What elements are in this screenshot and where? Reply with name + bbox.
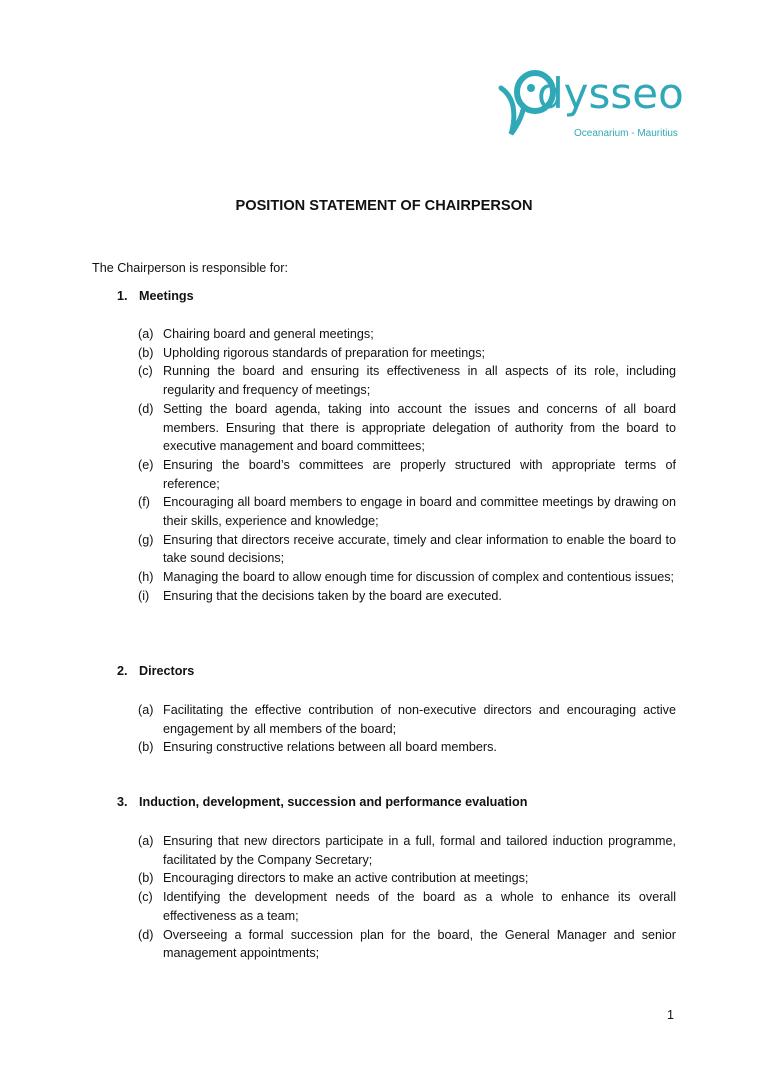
item-text: Running the board and ensuring its effectiveness in all aspects of its role, including regularity and frequency of meetings; (163, 364, 676, 398)
item-text: Ensuring that directors receive accurate, timely and clear information to enable the board to take sound decisions; (163, 532, 676, 566)
section-heading-induction (117, 795, 527, 809)
list-item (138, 493, 676, 530)
odysseo-logo (497, 66, 707, 146)
item-text: Facilitating the effective contribution of non-executive directors and encouraging active engagement by all members of the board; (163, 703, 676, 736)
item-marker: (d) (138, 401, 154, 416)
item-marker: (i) (138, 588, 150, 603)
item-marker: (c) (138, 890, 153, 905)
list-item (138, 325, 676, 344)
list-item (138, 400, 676, 456)
list-item (138, 531, 676, 568)
item-marker: (a) (138, 834, 154, 848)
section-title: Meetings (139, 289, 194, 303)
document-title: POSITION STATEMENT OF CHAIRPERSON (235, 198, 533, 214)
item-text: Upholding rigorous standards of preparation for meetings; (163, 345, 486, 360)
item-text: Encouraging all board members to engage in board and committee meetings by drawing on their skills, experience and knowledge; (163, 495, 676, 529)
item-text: Managing the board to allow enough time for discussion of complex and contentious issues; (163, 570, 675, 585)
item-text: Chairing board and general meetings; (163, 327, 374, 341)
section-number: 3. (117, 795, 128, 809)
item-marker: (f) (138, 495, 150, 510)
list-item (138, 869, 676, 888)
item-text: Overseeing a formal succession plan for the board, the General Manager and senior management appointments; (163, 927, 676, 961)
logo-wordmark: dysseo (537, 69, 684, 118)
list-item (138, 701, 676, 738)
section-number: 2. (117, 664, 128, 678)
section-number: 1. (117, 289, 128, 303)
directors-list (138, 701, 676, 757)
section-heading-directors (117, 664, 194, 678)
item-marker: (b) (138, 871, 154, 886)
item-text: Setting the board agenda, taking into account the issues and concerns of all board members. Ensuring that there is appropriate delegation of authority from the board to executive management and board committees; (163, 401, 676, 454)
item-text: Ensuring that new directors participate in a full, formal and tailored induction programme, facilitated by the Company Secretary; (163, 834, 676, 867)
item-text: Identifying the development needs of the board as a whole to enhance its overall effectiveness as a team; (163, 890, 676, 923)
item-marker: (c) (138, 364, 153, 379)
item-text: Ensuring constructive relations between all board members. (163, 740, 497, 755)
page-number: 1 (667, 1008, 675, 1022)
section-title: Directors (139, 664, 195, 678)
item-marker: (e) (138, 457, 154, 472)
item-marker: (a) (138, 703, 154, 717)
list-item (138, 926, 676, 963)
list-item (138, 456, 676, 493)
item-text: Ensuring that the decisions taken by the board are executed. (163, 588, 502, 603)
induction-list (138, 832, 676, 963)
list-item (138, 738, 676, 757)
list-item (138, 832, 676, 869)
list-item (138, 568, 676, 587)
list-item (138, 888, 676, 925)
item-marker: (b) (138, 740, 154, 755)
item-text: Encouraging directors to make an active contribution at meetings; (163, 871, 529, 886)
list-item (138, 362, 676, 399)
item-marker: (b) (138, 345, 154, 360)
item-marker: (g) (138, 532, 154, 547)
section-heading-meetings (117, 289, 194, 303)
item-marker: (h) (138, 570, 154, 585)
intro-text: The Chairperson is responsible for: (92, 261, 288, 275)
item-marker: (a) (138, 327, 154, 341)
item-marker: (d) (138, 927, 154, 942)
item-text: Ensuring the board’s committees are properly structured with appropriate terms of reference; (163, 457, 676, 491)
list-item (138, 587, 676, 606)
logo-subtitle: Oceanarium - Mauritius (574, 128, 678, 139)
list-item (138, 344, 676, 363)
meetings-list (138, 325, 676, 606)
section-title: Induction, development, succession and performance evaluation (139, 795, 528, 809)
